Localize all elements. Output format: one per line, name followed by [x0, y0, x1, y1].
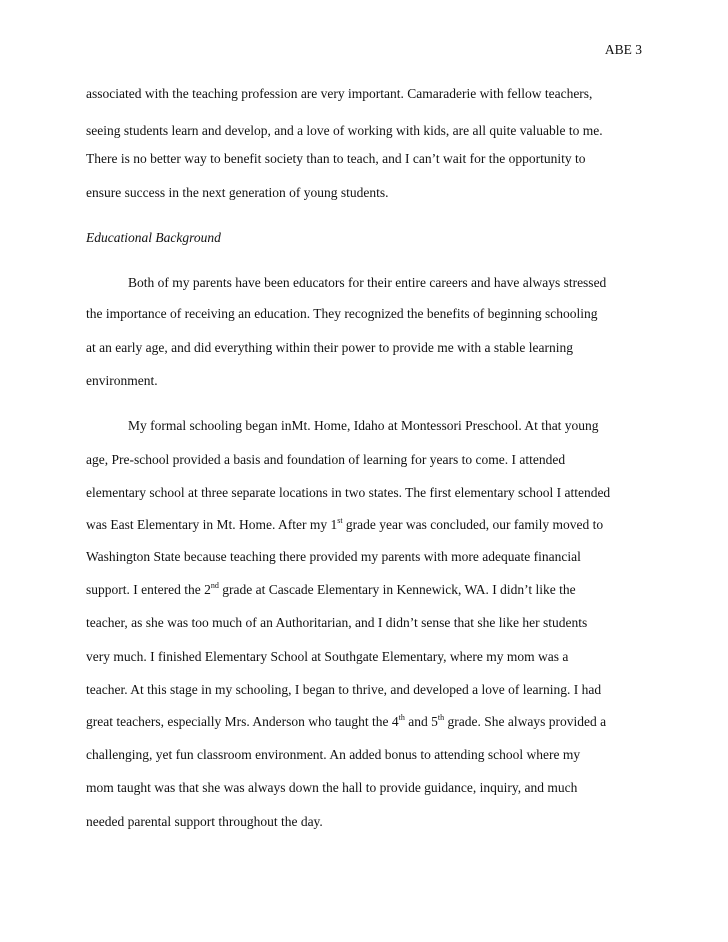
paragraph-3-line: age, Pre-school provided a basis and foundation of learning for years to come. I attended	[86, 452, 566, 467]
paragraph-2-line: Both of my parents have been educators for their entire careers and have always stressed	[128, 275, 607, 290]
paragraph-1-line: associated with the teaching profession are very important. Camaraderie with fellow teachers,	[86, 86, 593, 101]
paragraph-3-line: My formal schooling began inMt. Home, Idaho at Montessori Preschool. At that young	[128, 418, 599, 433]
line-text: and 5	[404, 714, 438, 729]
paragraph-3-line: teacher, as she was too much of an Authoritarian, and I didn’t sense that she like her students	[86, 615, 588, 630]
line-text: grade at Cascade Elementary in Kennewick, WA. I didn’t like the	[218, 582, 576, 597]
line-text: was East Elementary in Mt. Home. After my 1	[86, 517, 338, 532]
line-text: great teachers, especially Mrs. Anderson who taught the 4	[86, 714, 399, 729]
paragraph-3-line: elementary school at three separate locations in two states. The first elementary school I attended	[86, 485, 611, 500]
paragraph-3-line: needed parental support throughout the day.	[86, 814, 323, 829]
page-header: ABE 3	[604, 42, 642, 57]
paragraph-3-line	[86, 517, 603, 533]
paragraph-2-line: the importance of receiving an education. They recognized the benefits of beginning schooling	[86, 306, 598, 321]
paragraph-3-line: mom taught was that she was always down the hall to provide guidance, inquiry, and much	[86, 780, 578, 795]
superscript: th	[398, 712, 405, 722]
paragraph-1-line: There is no better way to benefit society than to teach, and I can’t wait for the opportunity to	[86, 151, 586, 166]
line-text: grade. She always provided a	[444, 714, 607, 729]
paragraph-3-line: teacher. At this stage in my schooling, I began to thrive, and developed a love of learning. I had	[86, 682, 602, 697]
paragraph-3-line	[86, 582, 576, 598]
line-text: grade year was concluded, our family moved to	[342, 517, 604, 532]
paragraph-1-line: seeing students learn and develop, and a love of working with kids, are all quite valuable to me.	[86, 123, 603, 138]
paragraph-3-line	[86, 714, 606, 730]
superscript: th	[437, 712, 445, 722]
superscript: nd	[210, 580, 219, 590]
paragraph-2-line: environment.	[86, 373, 158, 388]
paragraph-1-line: ensure success in the next generation of young students.	[86, 185, 389, 200]
superscript: st	[337, 515, 343, 525]
paragraph-2-line: at an early age, and did everything within their power to provide me with a stable learning	[86, 340, 573, 355]
paragraph-3-line: very much. I finished Elementary School at Southgate Elementary, where my mom was a	[86, 649, 569, 664]
line-text: support. I entered the 2	[86, 582, 211, 597]
paragraph-3-line: challenging, yet fun classroom environment. An added bonus to attending school where my	[86, 747, 581, 762]
section-heading: Educational Background	[86, 230, 221, 245]
paragraph-3-line: Washington State because teaching there provided my parents with more adequate financial	[86, 549, 581, 564]
